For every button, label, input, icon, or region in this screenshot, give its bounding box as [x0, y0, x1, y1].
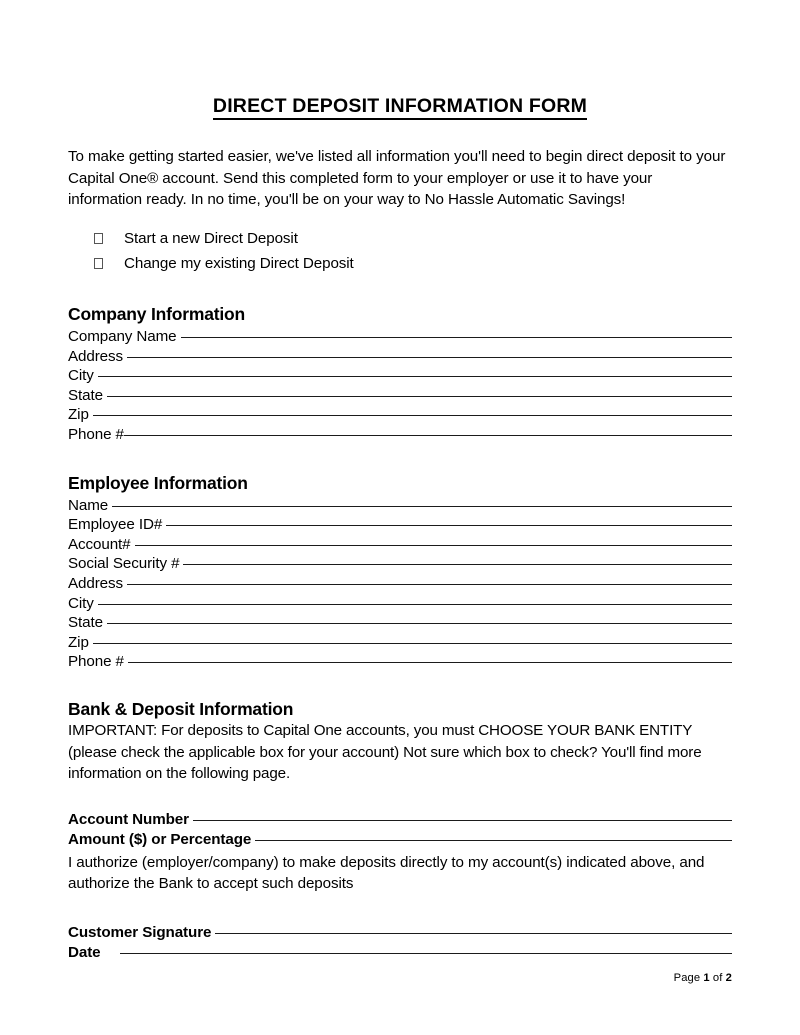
field-input-line[interactable]: [183, 564, 732, 565]
signature-field-list: [68, 923, 732, 962]
field-date[interactable]: [68, 943, 732, 963]
page-title-text: DIRECT DEPOSIT INFORMATION FORM: [213, 96, 587, 120]
checkbox-icon[interactable]: [94, 258, 103, 269]
field-employee-address[interactable]: [68, 574, 732, 594]
field-employee-name[interactable]: [68, 496, 732, 516]
section-heading-company: Company Information: [68, 303, 246, 324]
field-label: Account#: [68, 535, 131, 553]
field-label: Account Number: [68, 811, 189, 829]
field-input-line[interactable]: [181, 337, 732, 338]
deposit-field-list: [68, 810, 732, 849]
field-input-line[interactable]: [215, 933, 732, 934]
field-account-number[interactable]: [68, 810, 732, 830]
field-label: Address: [68, 347, 124, 365]
field-label: City: [68, 367, 94, 385]
field-company-city[interactable]: [68, 366, 732, 386]
field-label: Phone #: [68, 653, 124, 671]
field-employee-account[interactable]: [68, 535, 732, 555]
footer-separator: of: [709, 972, 726, 984]
field-input-line[interactable]: [107, 396, 732, 397]
field-label: Company Name: [68, 327, 177, 345]
option-start-new-deposit[interactable]: [94, 226, 732, 251]
field-employee-state[interactable]: [68, 613, 732, 633]
field-input-line[interactable]: [107, 623, 732, 624]
intro-paragraph: To make getting started easier, we've listed all information you'll need to begin direct deposit to your Capital One® account. Send this completed form to your employer or use it to have your information ready. In no time, you'll be on your way to No Hassle Automatic Savings!: [68, 148, 726, 209]
field-employee-phone[interactable]: [68, 652, 732, 672]
field-company-zip[interactable]: [68, 405, 732, 425]
field-input-line[interactable]: [128, 662, 732, 663]
checkbox-icon[interactable]: [94, 233, 103, 244]
field-company-name[interactable]: [68, 327, 732, 347]
deposit-type-options: [94, 226, 732, 276]
field-company-phone[interactable]: [68, 425, 732, 445]
field-input-line[interactable]: [166, 525, 732, 526]
authorization-text: I authorize (employer/company) to make deposits directly to my account(s) indicated above, and authorize the Bank to accept such deposits: [68, 853, 705, 892]
field-input-line[interactable]: [93, 643, 732, 644]
field-label: Zip: [68, 633, 89, 651]
section-heading-employee: Employee Information: [68, 472, 248, 493]
field-input-line[interactable]: [135, 545, 732, 546]
field-label: Customer Signature: [68, 924, 212, 942]
field-label: State: [68, 614, 103, 632]
field-input-line[interactable]: [93, 415, 732, 416]
option-label: Start a new Direct Deposit: [124, 229, 298, 247]
field-label: Amount ($) or Percentage: [68, 830, 252, 848]
field-input-line[interactable]: [127, 584, 732, 585]
field-label: Social Security #: [68, 555, 180, 573]
field-employee-city[interactable]: [68, 594, 732, 614]
field-label: Zip: [68, 406, 89, 424]
field-input-line[interactable]: [98, 604, 732, 605]
field-input-line[interactable]: [127, 357, 732, 358]
option-label: Change my existing Direct Deposit: [124, 254, 354, 272]
page-footer: [674, 972, 732, 984]
field-employee-ssn[interactable]: [68, 554, 732, 574]
field-company-state[interactable]: [68, 386, 732, 406]
employee-field-list: [68, 496, 732, 672]
footer-total-pages: 2: [725, 972, 732, 984]
field-label: Employee ID#: [68, 516, 163, 534]
field-input-line[interactable]: [112, 506, 732, 507]
field-input-line[interactable]: [98, 376, 732, 377]
field-input-line[interactable]: [255, 840, 732, 841]
page-title: [68, 0, 732, 120]
footer-prefix: Page: [673, 972, 704, 984]
field-label: City: [68, 594, 94, 612]
section-heading-bank: Bank & Deposit Information: [68, 699, 294, 719]
field-customer-signature[interactable]: [68, 923, 732, 943]
field-input-line[interactable]: [124, 435, 732, 436]
option-change-existing-deposit[interactable]: [94, 251, 732, 276]
field-label: Phone #: [68, 425, 124, 443]
field-label: Address: [68, 575, 124, 593]
bank-important-note: IMPORTANT: For deposits to Capital One accounts, you must CHOOSE YOUR BANK ENTITY (please check the applicable box for your account) Not sure which box to check? You'll find more information on the following page.: [68, 722, 702, 782]
field-input-line[interactable]: [193, 820, 732, 821]
field-label: Date: [68, 943, 101, 961]
field-employee-zip[interactable]: [68, 633, 732, 653]
field-label: State: [68, 386, 103, 404]
footer-current-page: 1: [703, 972, 710, 984]
field-employee-id[interactable]: [68, 515, 732, 535]
field-company-address[interactable]: [68, 347, 732, 367]
field-input-line[interactable]: [120, 953, 732, 954]
company-field-list: [68, 327, 732, 445]
field-label: Name: [68, 496, 109, 514]
field-amount-or-percentage[interactable]: [68, 830, 732, 850]
